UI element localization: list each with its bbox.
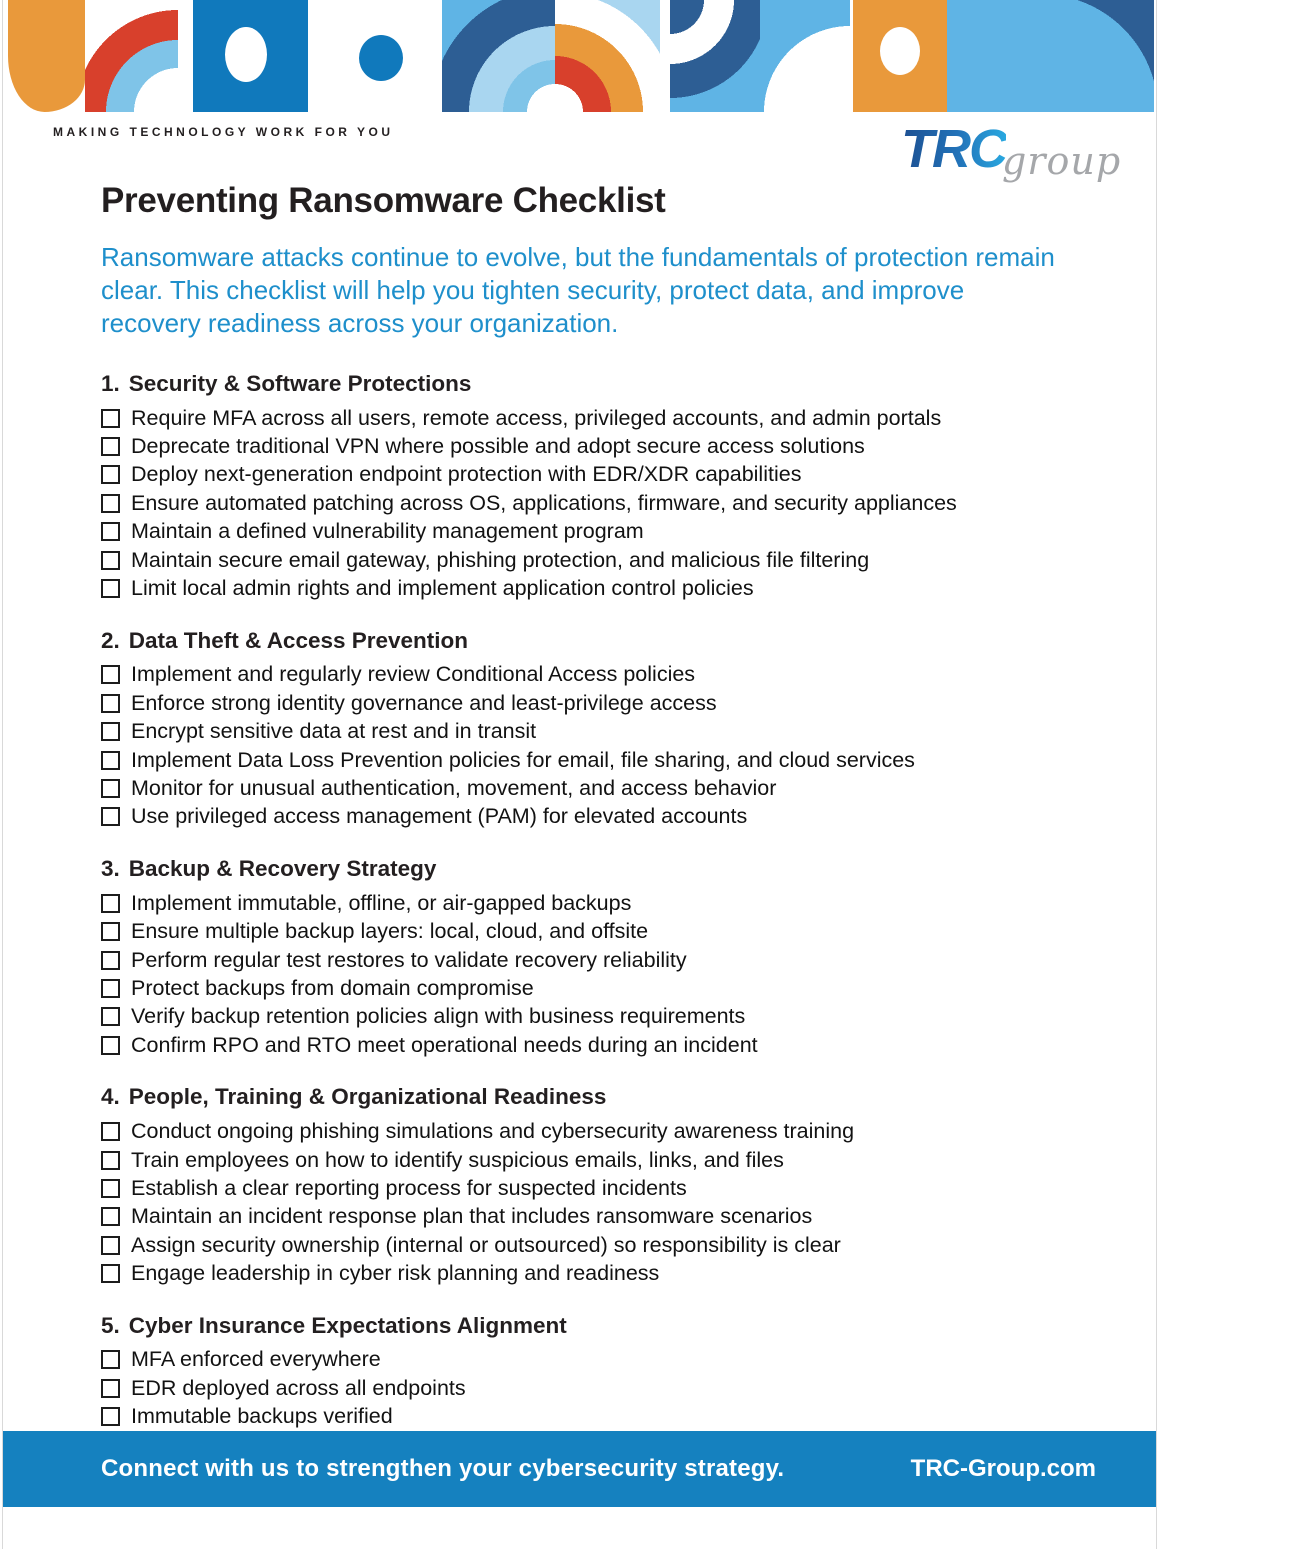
section-heading-label: Cyber Insurance Expectations Alignment: [128, 1312, 567, 1338]
checklist-item: [101, 1374, 1156, 1402]
checkbox-icon[interactable]: [101, 409, 120, 428]
checklist-item-label: Use privileged access management (PAM) for elevated accounts: [131, 804, 748, 829]
section-number: 3.: [101, 856, 120, 882]
section-number: 5.: [101, 1312, 120, 1338]
checklist-item: [101, 974, 1156, 1002]
checkbox-icon[interactable]: [101, 722, 120, 741]
banner-lightblue-square-shape: [947, 0, 1040, 112]
section-heading: [101, 370, 1156, 398]
checklist-item-label: Deploy next-generation endpoint protection with EDR/XDR capabilities: [131, 462, 802, 487]
checkbox-icon[interactable]: [101, 779, 120, 798]
checklist-item: [101, 1231, 1156, 1259]
checkbox-icon[interactable]: [101, 1236, 120, 1255]
checklist-section: [101, 855, 1156, 1059]
banner-lightblue-curve-shape: [760, 0, 850, 112]
checklist-item-label: Deprecate traditional VPN where possible and adopt secure access solutions: [131, 434, 865, 459]
checklist-item-label: MFA enforced everywhere: [131, 1347, 381, 1372]
checkbox-icon[interactable]: [101, 1264, 120, 1283]
banner-navy-quarter-disc-shape: [1040, 0, 1154, 112]
banner-orange-blob-shape: [8, 0, 85, 112]
trc-group-logo: [901, 118, 1125, 183]
banner-blue-arch-left-shape: [442, 0, 555, 112]
checklist-item-label: EDR deployed across all endpoints: [131, 1375, 466, 1400]
checklist-item-label: Confirm RPO and RTO meet operational needs during an incident: [131, 1032, 758, 1057]
company-tagline: MAKING TECHNOLOGY WORK FOR YOU: [53, 125, 394, 139]
section-heading-label: People, Training & Organizational Readiness: [128, 1084, 607, 1110]
checkbox-icon[interactable]: [101, 694, 120, 713]
footer-website-link[interactable]: TRC-Group.com: [910, 1455, 1096, 1482]
checkbox-icon[interactable]: [101, 665, 120, 684]
checklist-item-label: Train employees on how to identify suspicious emails, links, and files: [131, 1147, 784, 1172]
checklist-item-label: Ensure multiple backup layers: local, cloud, and offsite: [131, 919, 649, 944]
checkbox-icon[interactable]: [101, 894, 120, 913]
checklist-item: [101, 1203, 1156, 1231]
checklist-item-label: Implement immutable, offline, or air-gapped backups: [131, 890, 632, 915]
checkbox-icon[interactable]: [101, 1407, 120, 1426]
checkbox-icon[interactable]: [101, 807, 120, 826]
checkbox-icon[interactable]: [101, 1379, 120, 1398]
checklist-item: [101, 489, 1156, 517]
intro-paragraph: Ransomware attacks continue to evolve, but the fundamentals of protection remain clear. This checklist will help you tighten security, protect data, and improve recovery readiness across your organization.: [101, 242, 1055, 338]
checklist-item-label: Encrypt sensitive data at rest and in transit: [131, 719, 537, 744]
checkbox-icon[interactable]: [101, 437, 120, 456]
checklist-item: [101, 661, 1156, 689]
checkbox-icon[interactable]: [101, 1179, 120, 1198]
section-heading: [101, 627, 1156, 655]
footer-bar: [3, 1431, 1156, 1507]
checklist-item: [101, 518, 1156, 546]
checkbox-icon[interactable]: [101, 1122, 120, 1141]
checkbox-icon[interactable]: [101, 1151, 120, 1170]
banner-orange-square-shape: [853, 0, 947, 112]
banner-navy-ring-shape: [670, 0, 760, 112]
section-heading: [101, 855, 1156, 883]
checklist-item-label: Maintain a defined vulnerability management program: [131, 519, 644, 544]
checklist-item: [101, 1003, 1156, 1031]
section-items: [101, 1117, 1156, 1287]
checklist-item: [101, 889, 1156, 917]
banner-white-oval-shape: [880, 27, 920, 75]
banner-white-oval-shape: [225, 27, 267, 82]
checklist-item: [101, 917, 1156, 945]
checklist-item-label: Implement Data Loss Prevention policies for email, file sharing, and cloud services: [131, 747, 915, 772]
checklist-item-label: Conduct ongoing phishing simulations and cybersecurity awareness training: [131, 1119, 855, 1144]
section-heading: [101, 1083, 1156, 1111]
checklist-item: [101, 1174, 1156, 1202]
document-page: [2, 0, 1157, 1549]
checklist-item: [101, 1117, 1156, 1145]
checkbox-icon[interactable]: [101, 751, 120, 770]
checklist-item: [101, 1031, 1156, 1059]
section-heading-label: Data Theft & Access Prevention: [128, 627, 469, 653]
checkbox-icon[interactable]: [101, 579, 120, 598]
checklist-item: [101, 1346, 1156, 1374]
section-number: 4.: [101, 1084, 120, 1110]
checkbox-icon[interactable]: [101, 922, 120, 941]
checklist-item: [101, 718, 1156, 746]
checkbox-icon[interactable]: [101, 1007, 120, 1026]
checklist-item-label: Maintain an incident response plan that includes ransomware scenarios: [131, 1204, 813, 1229]
checklist-item: [101, 746, 1156, 774]
checkbox-icon[interactable]: [101, 494, 120, 513]
checklist-item-label: Monitor for unusual authentication, movement, and access behavior: [131, 775, 777, 800]
checkbox-icon[interactable]: [101, 1350, 120, 1369]
checklist-item: [101, 461, 1156, 489]
checklist-item: [101, 574, 1156, 602]
checklist-item: [101, 1259, 1156, 1287]
page-title: Preventing Ransomware Checklist: [101, 181, 666, 220]
checklist-item-label: Engage leadership in cyber risk planning and readiness: [131, 1261, 660, 1286]
checklist-item-label: Perform regular test restores to validate recovery reliability: [131, 947, 687, 972]
checklist-section: [101, 370, 1156, 603]
logo-trc-text: TRC: [901, 119, 1006, 179]
section-items: [101, 661, 1156, 831]
checkbox-icon[interactable]: [101, 551, 120, 570]
checklist-item: [101, 803, 1156, 831]
checkbox-icon[interactable]: [101, 979, 120, 998]
section-items: [101, 404, 1156, 603]
checklist-item-label: Ensure automated patching across OS, applications, firmware, and security appliances: [131, 490, 957, 515]
banner-blue-dot-shape: [359, 35, 403, 81]
checklist-item-label: Verify backup retention policies align with business requirements: [131, 1004, 746, 1029]
checklist-item-label: Assign security ownership (internal or outsourced) so responsibility is clear: [131, 1232, 841, 1257]
section-heading-label: Backup & Recovery Strategy: [128, 856, 437, 882]
logo-group-text: group: [1001, 139, 1122, 183]
section-heading-label: Security & Software Protections: [128, 371, 472, 396]
checklist-item: [101, 689, 1156, 717]
checklist-item-label: Maintain secure email gateway, phishing protection, and malicious file filtering: [131, 547, 870, 572]
banner-red-blue-arcs-shape: [85, 0, 178, 112]
section-number: 2.: [101, 627, 120, 653]
footer-message: Connect with us to strengthen your cybersecurity strategy.: [101, 1455, 785, 1482]
checklist-item-label: Establish a clear reporting process for suspected incidents: [131, 1175, 687, 1200]
checklist-item-label: Protect backups from domain compromise: [131, 975, 534, 1000]
section-number: 1.: [101, 371, 120, 396]
checklist-item-label: Immutable backups verified: [131, 1404, 393, 1429]
section-items: [101, 889, 1156, 1059]
checkbox-icon[interactable]: [101, 1036, 120, 1055]
checkbox-icon[interactable]: [101, 951, 120, 970]
checkbox-icon[interactable]: [101, 1207, 120, 1226]
checklist-item: [101, 774, 1156, 802]
checklist-item: [101, 946, 1156, 974]
checklist-item-label: Implement and regularly review Conditional Access policies: [131, 662, 696, 687]
checklist-item-label: Limit local admin rights and implement application control policies: [131, 576, 754, 601]
checklist-item-label: Enforce strong identity governance and least-privilege access: [131, 690, 717, 715]
checklist-item-label: Require MFA across all users, remote access, privileged accounts, and admin portals: [131, 405, 942, 430]
decorative-banner: [8, 0, 1154, 112]
checklist-item: [101, 546, 1156, 574]
banner-orange-arch-right-shape: [555, 0, 660, 112]
checkbox-icon[interactable]: [101, 465, 120, 484]
checkbox-icon[interactable]: [101, 522, 120, 541]
checklist-item: [101, 404, 1156, 432]
section-heading: [101, 1312, 1156, 1340]
checklist-section: [101, 1083, 1156, 1287]
checklist-item: [101, 1403, 1156, 1431]
checklist-item: [101, 1146, 1156, 1174]
checklist-item: [101, 432, 1156, 460]
sections: [101, 370, 1156, 1459]
checklist-section: [101, 627, 1156, 831]
banner-blue-square-shape: [193, 0, 308, 112]
